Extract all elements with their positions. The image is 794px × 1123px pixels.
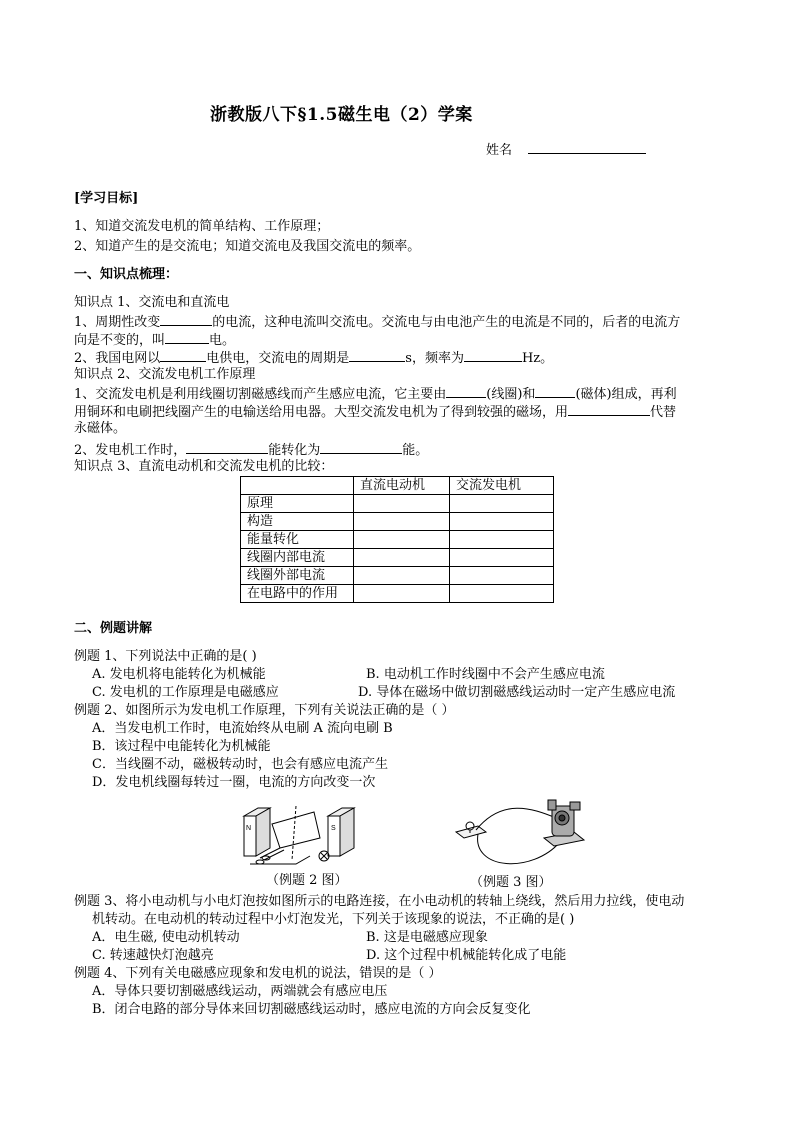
answer-cell[interactable] <box>354 513 450 531</box>
ex3-option-a: A．电生磁, 使电动机转动 <box>92 930 240 945</box>
answer-cell[interactable] <box>354 567 450 585</box>
table-row <box>241 567 554 585</box>
ex2-option-d: D．发电机线圈每转过一圈，电流的方向改变一次 <box>92 775 376 790</box>
goal-item: 2、知道产生的是交流电；知道交流电及我国交流电的频率。 <box>74 239 421 254</box>
kp2-line4 <box>74 440 428 460</box>
blank[interactable] <box>186 440 268 454</box>
ex3-stem-line1: 例题 3、将小电动机与小电灯泡按如图所示的电路连接，在小电动机的转轴上绕线，然后用力拉线，使电动 <box>74 894 685 909</box>
goals-heading: [学习目标] <box>74 191 139 206</box>
blank[interactable] <box>446 384 486 398</box>
text: 2、发电机工作时， <box>74 443 187 458</box>
text: 能转化为 <box>268 443 321 458</box>
ex2-option-a: A．当发电机工作时，电流始终从电刷 A 流向电刷 B <box>92 721 393 736</box>
table-header-cell: 直流电动机 <box>354 477 450 495</box>
blank[interactable] <box>568 402 650 416</box>
name-field[interactable] <box>486 140 646 160</box>
answer-cell[interactable] <box>450 531 554 549</box>
table-header-cell <box>241 477 354 495</box>
answer-cell[interactable] <box>450 585 554 603</box>
table-header-row <box>241 477 554 495</box>
blank[interactable] <box>160 312 212 326</box>
name-blank[interactable] <box>528 140 646 154</box>
answer-cell[interactable] <box>354 585 450 603</box>
text: 2、我国电网以 <box>74 351 161 366</box>
row-label: 线圈外部电流 <box>241 567 354 585</box>
ex2-option-b: B．该过程中电能转化为机械能 <box>92 739 271 754</box>
row-label: 能量转化 <box>241 531 354 549</box>
table-row <box>241 513 554 531</box>
table-row <box>241 531 554 549</box>
blank[interactable] <box>535 384 575 398</box>
row-label: 线圈内部电流 <box>241 549 354 567</box>
ex4-option-b: B．闭合电路的部分导体来回切割磁感线运动时，感应电流的方向会反复变化 <box>92 1002 531 1017</box>
answer-cell[interactable] <box>450 549 554 567</box>
kp2-title: 知识点 2、交流发电机工作原理 <box>74 367 256 382</box>
kp1-title: 知识点 1、交流电和直流电 <box>74 295 230 310</box>
kp2-line1 <box>74 384 677 404</box>
svg-text:N: N <box>246 825 252 832</box>
ex1-option-d: D. 导体在磁场中做切割磁感线运动时一定产生感应电流 <box>358 685 676 700</box>
text: 电。 <box>209 333 236 348</box>
table-row <box>241 495 554 513</box>
text: (线圈)和 <box>486 387 536 402</box>
row-label: 构造 <box>241 513 354 531</box>
text: 向是不变的，叫 <box>74 333 166 348</box>
generator-diagram <box>236 798 366 870</box>
blank[interactable] <box>160 348 206 362</box>
ex3-stem-line2: 机转动。在电动机的转动过程中小灯泡发光，下列关于该现象的说法，不正确的是( ) <box>92 912 575 927</box>
table-row <box>241 585 554 603</box>
kp2-line3: 永磁体。 <box>74 421 127 436</box>
ex2-stem: 例题 2、如图所示为发电机工作原理，下列有关说法正确的是（ ） <box>74 703 455 718</box>
table-header-cell: 交流发电机 <box>450 477 554 495</box>
text: 代替 <box>650 405 677 420</box>
motor-bulb-circuit <box>452 792 588 872</box>
text: (磁体)组成，再利 <box>575 387 677 402</box>
text: s，频率为 <box>405 351 464 366</box>
ex1-option-a: A. 发电机将电能转化为机械能 <box>92 667 266 682</box>
blank[interactable] <box>464 348 522 362</box>
kp1-line2 <box>74 330 235 350</box>
blank[interactable] <box>320 440 402 454</box>
section1-heading: 一、知识点梳理： <box>74 267 179 282</box>
blank[interactable] <box>349 348 405 362</box>
ex3-option-b: B. 这是电磁感应现象 <box>366 930 488 945</box>
comparison-table <box>240 476 554 603</box>
kp3-title: 知识点 3、直流电动机和交流发电机的比较： <box>74 459 334 474</box>
answer-cell[interactable] <box>450 495 554 513</box>
row-label: 在电路中的作用 <box>241 585 354 603</box>
fig2-caption: （例题 2 图） <box>266 873 348 888</box>
answer-cell[interactable] <box>354 495 450 513</box>
text: 能。 <box>402 443 429 458</box>
goal-item: 1、知道交流发电机的简单结构、工作原理； <box>74 219 330 234</box>
ex3-option-d: D. 这个过程中机械能转化成了电能 <box>366 948 567 963</box>
answer-cell[interactable] <box>450 567 554 585</box>
row-label: 原理 <box>241 495 354 513</box>
answer-cell[interactable] <box>450 513 554 531</box>
ex2-option-c: C．当线圈不动，磁极转动时，也会有感应电流产生 <box>92 757 388 772</box>
kp1-line1 <box>74 312 680 332</box>
ex4-stem: 例题 4、下列有关电磁感应现象和发电机的说法，错误的是（ ） <box>74 966 442 981</box>
text: 电供电，交流电的周期是 <box>206 351 350 366</box>
text: 用铜环和电刷把线圈产生的电输送给用电器。大型交流发电机为了得到较强的磁场，用 <box>74 405 569 420</box>
ex1-option-b: B. 电动机工作时线圈中不会产生感应电流 <box>366 667 605 682</box>
text: 1、周期性改变 <box>74 315 161 330</box>
kp1-line3 <box>74 348 553 368</box>
ex1-stem: 例题 1、下列说法中正确的是( ) <box>74 649 257 664</box>
name-label: 姓名 <box>486 143 513 158</box>
fig3-caption: （例题 3 图） <box>470 875 552 890</box>
page-title: 浙教版八下§1.5磁生电（2）学案 <box>210 105 473 125</box>
ex3-option-c: C. 转速越快灯泡越亮 <box>92 948 214 963</box>
table-row <box>241 549 554 567</box>
text: 的电流，这种电流叫交流电。交流电与由电池产生的电流是不同的，后者的电流方 <box>212 315 681 330</box>
text: 1、交流发电机是利用线圈切割磁感线而产生感应电流，它主要由 <box>74 387 447 402</box>
answer-cell[interactable] <box>354 549 450 567</box>
section2-heading: 二、例题讲解 <box>74 621 153 636</box>
ex4-option-a: A．导体只要切割磁感线运动，两端就会有感应电压 <box>92 984 388 999</box>
ex1-option-c: C. 发电机的工作原理是电磁感应 <box>92 685 279 700</box>
text: Hz。 <box>521 351 554 366</box>
blank[interactable] <box>165 330 209 344</box>
kp2-line2 <box>74 402 676 422</box>
answer-cell[interactable] <box>354 531 450 549</box>
svg-text:S: S <box>331 825 336 832</box>
